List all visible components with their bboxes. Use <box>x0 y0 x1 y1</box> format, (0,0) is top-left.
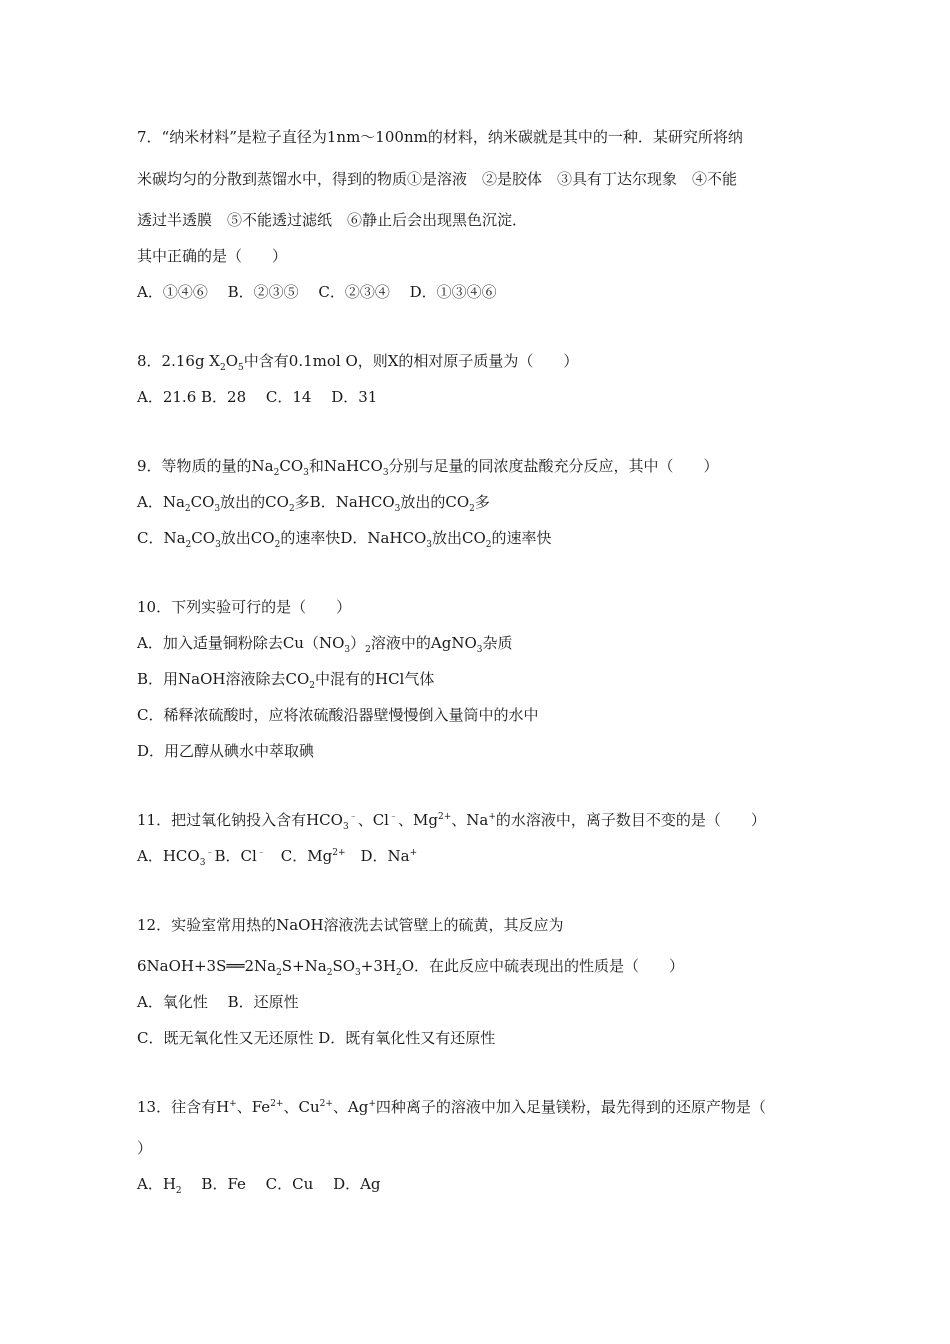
q7-options: A．①④⑥ B．②③⑤ C．②③④ D．①③④⑥ <box>137 283 497 301</box>
q10-option-c: C．稀释浓硫酸时，应将浓硫酸沿器壁慢慢倒入量筒中的水中 <box>137 706 539 724</box>
q9-stem: 9．等物质的量的$Na_2CO_3$和NaHCO$_3$分别与足量的同浓度盐酸充分反应，其中（ ） <box>137 457 719 478</box>
q12-options-cd: C．既无氧化性又无还原性 D．既有氧化性又有还原性 <box>137 1029 496 1047</box>
q7-stem: 其中正确的是（ ） <box>137 247 288 265</box>
q9-options-cd: C．$Na_2CO_3$放出$CO_2$的速率快D．NaHCO$_3$放出$CO_2$的速率快 <box>137 529 552 550</box>
q13-options: A．$H_2$ B．Fe C．Cu D．Ag <box>137 1175 381 1196</box>
q8-options: A．21.6 B．28 C．14 D．31 <box>137 388 378 406</box>
q11-stem: 11．把过氧化钠投入含有$HCO_3^﹣$、Cl﹣、$Mg^{2+}$、Na+的水溶液中，离子数目不变的是（ ） <box>137 811 766 832</box>
q12-stem-line-1: 12．实验室常用热的NaOH溶液洗去试管壁上的硫黄，其反应为 <box>137 916 564 934</box>
q11-options: A．$HCO_3^﹣B$．Cl﹣ C．$Mg^{2+}$ D．Na+ <box>137 847 418 868</box>
q13-stem-close: ） <box>137 1139 153 1157</box>
q13-stem: 13．往含有H+、$Fe^{2+}$、$Cu^{2+}$、Ag+四种离子的溶液中加入足量镁粉，最先得到的还原产物是（ <box>137 1098 766 1116</box>
q12-equation-line: $6NaOH+3S══2Na_2S+Na_2SO_3+3H_2O$．在此反应中硫表现出的性质是（ ） <box>137 957 685 978</box>
q7-line-2: 米碳均匀的分散到蒸馏水中，得到的物质①是溶液 ②是胶体 ③具有丁达尔现象 ④不能 <box>137 170 738 188</box>
q10-option-a: A．加入适量铜粉除去$Cu(NO_3)_2$溶液中的AgNO$_3$杂质 <box>137 634 513 655</box>
q10-stem: 10．下列实验可行的是（ ） <box>137 598 352 616</box>
q7-line-3: 透过半透膜 ⑤不能透过滤纸 ⑥静止后会出现黑色沉淀． <box>137 211 528 229</box>
q12-options-ab: A．氧化性 B．还原性 <box>137 993 299 1011</box>
q10-option-d: D．用乙醇从碘水中萃取碘 <box>137 742 315 760</box>
q7-line-1: 7．“纳米材料”是粒子直径为1nm～100nm的材料，纳米碳就是其中的一种．某研究所将纳 <box>137 128 743 146</box>
q10-option-b: B．用NaOH溶液除去$CO_2$中混有的HCl气体 <box>137 670 435 691</box>
q8-stem: 8．2.16g $X_2O_5$中含有0.1mol O，则X的相对原子质量为（ ） <box>137 352 579 373</box>
q9-options-ab: A．$Na_2CO_3$放出的$CO_2$多B．NaHCO$_3$放出的$CO_2$多 <box>137 493 490 514</box>
